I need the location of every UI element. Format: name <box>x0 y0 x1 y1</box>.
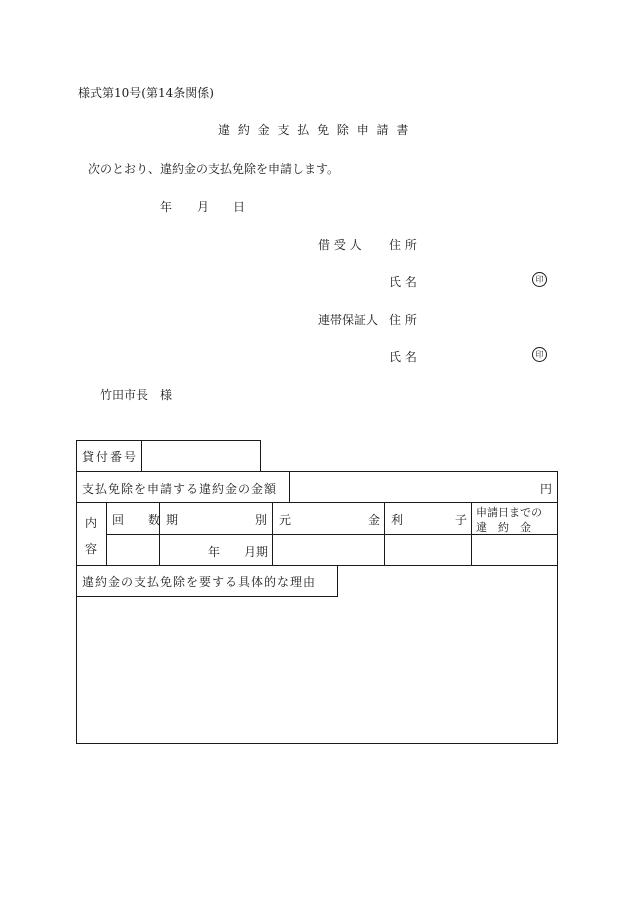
col-interest-header-1: 利 <box>391 513 404 527</box>
page-title: 違 約 金 支 払 免 除 申 請 書 <box>218 123 411 137</box>
form-number: 様式第10号(第14条関係) <box>78 86 214 100</box>
borrower-name-label: 氏 名 <box>389 275 417 289</box>
guarantor-seal-icon: 印 <box>532 347 547 362</box>
col-count-header: 回 数 <box>112 513 161 527</box>
col-principal-header-1: 元 <box>279 513 292 527</box>
col-penalty-header-2: 違 約 金 <box>476 521 531 534</box>
date-month-label: 月 <box>197 200 210 214</box>
amount-label: 支払免除を申請する違約金の金額 <box>82 482 278 496</box>
reason-label: 違約金の支払免除を要する具体的な理由 <box>82 575 317 589</box>
borrower-label: 借 受 人 <box>318 238 362 252</box>
col-period-header-2: 別 <box>255 513 268 527</box>
borrower-seal-icon: 印 <box>532 272 547 287</box>
col-principal-header-2: 金 <box>368 513 381 527</box>
guarantor-address-label: 住 所 <box>389 313 417 327</box>
borrower-address-label: 住 所 <box>389 238 417 252</box>
date-day-label: 日 <box>233 200 246 214</box>
date-year-label: 年 <box>160 200 173 214</box>
guarantor-label: 連帯保証人 <box>318 313 379 327</box>
col-period-header-1: 期 <box>166 513 179 527</box>
loan-number-label: 貸付番号 <box>82 450 139 464</box>
contents-label-2: 容 <box>85 542 98 556</box>
addressee: 竹田市長 様 <box>100 388 173 402</box>
amount-unit: 円 <box>540 482 553 496</box>
intro-text: 次のとおり、違約金の支払免除を申請します。 <box>88 162 340 176</box>
col-penalty-header-1: 申請日までの <box>476 506 542 519</box>
reason-field[interactable] <box>78 598 556 742</box>
col-interest-header-2: 子 <box>455 513 468 527</box>
guarantor-name-label: 氏 名 <box>389 350 417 364</box>
contents-label-1: 内 <box>85 516 98 530</box>
period-value: 年 月期 <box>208 545 269 559</box>
